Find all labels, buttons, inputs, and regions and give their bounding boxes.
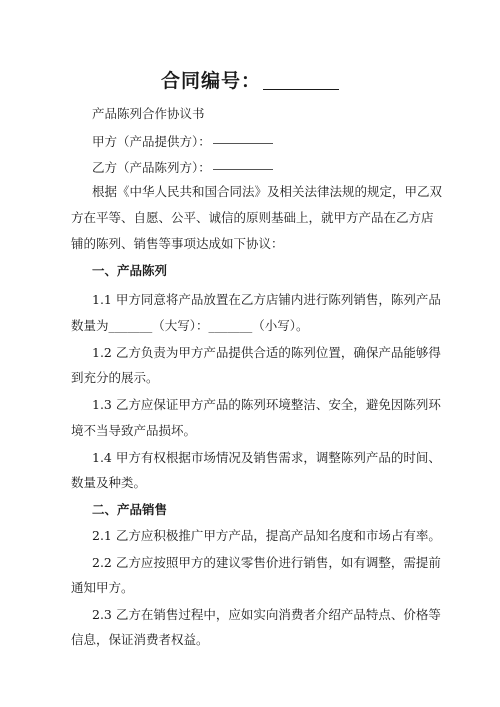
party-b-blank[interactable] [213,169,273,170]
clause-1-3-line-1: 1.3 乙方应保证甲方产品的陈列环境整洁、安全，避免因陈列环 [92,397,441,412]
clause-1-1-line-2: 数量为_______（大写）：_______（小写）。 [71,318,309,333]
clause-2-1-line-1: 2.1 乙方应积极推广甲方产品，提高产品知名度和市场占有率。 [92,528,441,543]
party-b-label: 乙方（产品陈列方）： [92,160,211,175]
party-b-row [92,160,273,176]
intro-line-1: 根据《中华人民共和国合同法》及相关法律法规的规定，甲乙双 [92,184,443,199]
clause-1-4-line-2: 数量及种类。 [71,475,147,490]
intro-line-3: 铺的陈列、销售等事项达成如下协议： [71,236,284,251]
contract-number-label: 合同编号： [160,70,261,92]
clause-2-3-line-1: 2.3 乙方在销售过程中，应如实向消费者介绍产品特点、价格等 [92,607,441,622]
party-a-row [92,134,273,150]
clause-1-2-line-2: 到充分的展示。 [71,370,159,385]
clause-1-3-line-2: 境不当导致产品损坏。 [71,423,197,438]
clause-1-1-line-1: 1.1 甲方同意将产品放置在乙方店铺内进行陈列销售，陈列产品 [92,292,441,307]
party-a-blank[interactable] [213,143,273,144]
section-2-heading: 二、产品销售 [92,502,168,517]
clause-1-4-line-1: 1.4 甲方有权根据市场情况及销售需求，调整陈列产品的时间、 [92,450,441,465]
intro-line-2: 方在平等、自愿、公平、诚信的原则基础上，就甲方产品在乙方店 [71,210,434,225]
agreement-subtitle: 产品陈列合作协议书 [92,106,205,121]
contract-number-title [0,66,500,93]
contract-number-blank[interactable] [263,89,339,90]
section-1-heading: 一、产品陈列 [92,263,168,278]
party-a-label: 甲方（产品提供方）： [92,134,211,149]
clause-2-2-line-1: 2.2 乙方应按照甲方的建议零售价进行销售，如有调整，需提前 [92,555,441,570]
clause-2-3-line-2: 信息，保证消费者权益。 [71,632,209,647]
clause-2-2-line-2: 通知甲方。 [71,580,134,595]
clause-1-2-line-1: 1.2 乙方负责为甲方产品提供合适的陈列位置，确保产品能够得 [92,345,441,360]
